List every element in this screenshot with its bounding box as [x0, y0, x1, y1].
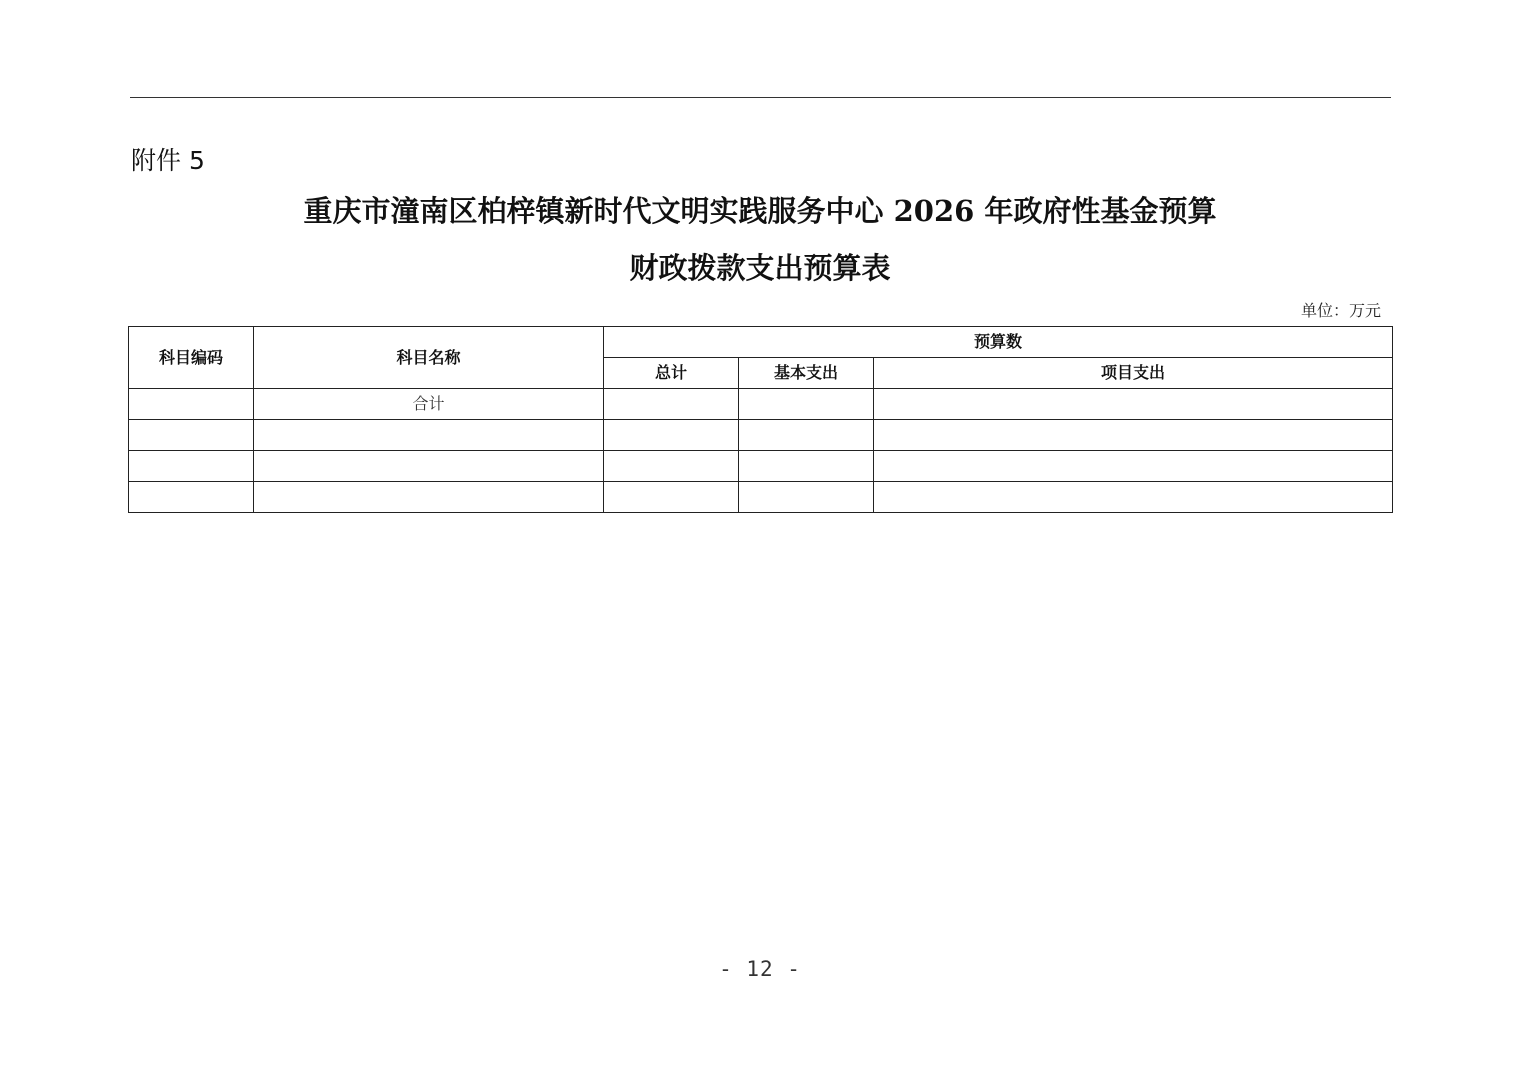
cell-total	[604, 420, 739, 451]
cell-basic	[739, 482, 874, 513]
attachment-label: 附件 5	[131, 146, 205, 175]
table-row	[129, 389, 1393, 420]
cell-total	[604, 451, 739, 482]
cell-code	[129, 389, 254, 420]
cell-basic	[739, 420, 874, 451]
budget-table	[128, 326, 1393, 513]
cell-name	[254, 482, 604, 513]
header-subject-name: 科目名称	[254, 327, 604, 389]
cell-project	[874, 389, 1393, 420]
document-title-line-1: 重庆市潼南区柏梓镇新时代文明实践服务中心 2026 年政府性基金预算	[303, 194, 1217, 228]
table-row	[129, 482, 1393, 513]
table-header-row-1	[129, 327, 1393, 358]
header-subject-code: 科目编码	[129, 327, 254, 389]
cell-code	[129, 482, 254, 513]
cell-code	[129, 451, 254, 482]
header-total: 总计	[604, 358, 739, 389]
table-row	[129, 420, 1393, 451]
header-project-expenditure: 项目支出	[874, 358, 1393, 389]
cell-code	[129, 420, 254, 451]
cell-total	[604, 389, 739, 420]
cell-basic	[739, 451, 874, 482]
cell-project	[874, 451, 1393, 482]
page-number: - 12 -	[719, 957, 801, 981]
cell-name	[254, 451, 604, 482]
cell-project	[874, 482, 1393, 513]
cell-project	[874, 420, 1393, 451]
cell-name: 合计	[254, 389, 604, 420]
document-title-line-2: 财政拨款支出预算表	[629, 251, 891, 285]
unit-label: 单位：万元	[1300, 301, 1381, 320]
table-row	[129, 451, 1393, 482]
header-rule	[130, 97, 1391, 98]
cell-name	[254, 420, 604, 451]
header-basic-expenditure: 基本支出	[739, 358, 874, 389]
cell-total	[604, 482, 739, 513]
header-budget-amount: 预算数	[604, 327, 1393, 358]
cell-basic	[739, 389, 874, 420]
